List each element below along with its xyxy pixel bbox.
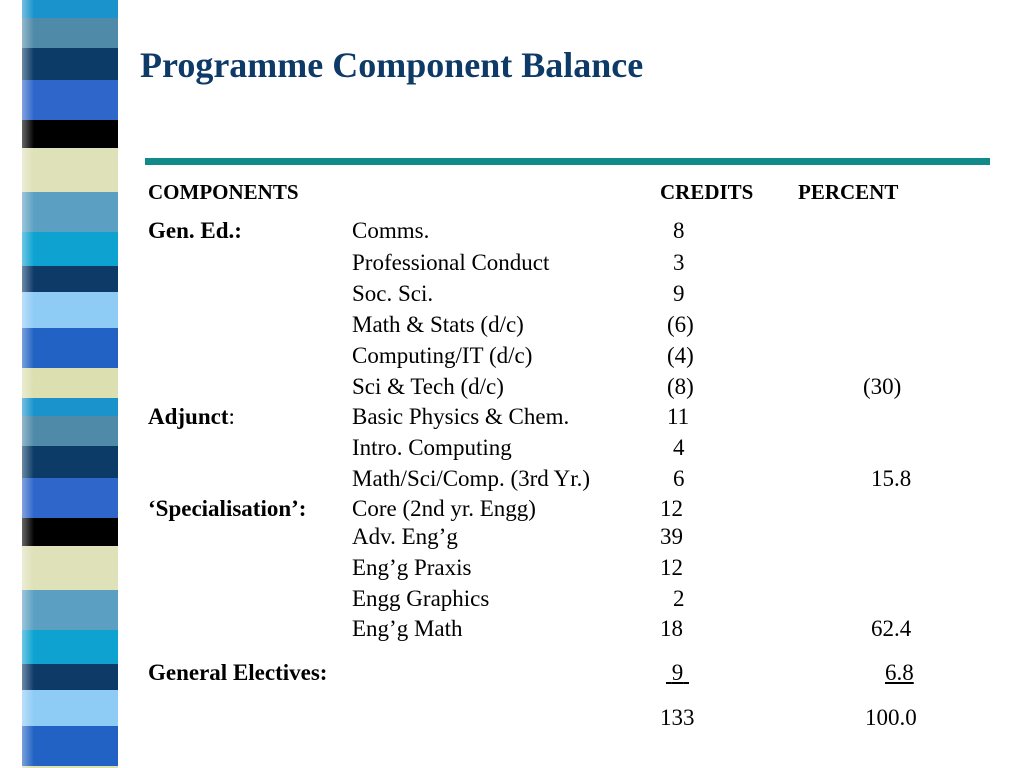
- credits-value: (6): [667, 312, 694, 337]
- percent-value: 15.8: [871, 466, 912, 491]
- component-name: Comms.: [352, 218, 430, 243]
- electives-percent: 6.8: [885, 660, 914, 685]
- component-name: Soc. Sci.: [352, 281, 434, 306]
- stripe-fade: [0, 0, 118, 768]
- header-credits: CREDITS: [660, 180, 754, 204]
- component-name: Basic Physics & Chem.: [352, 404, 570, 429]
- credits-value: 12: [660, 496, 683, 521]
- group-general-electives: General Electives:: [148, 660, 328, 685]
- credits-value: 18: [660, 616, 683, 641]
- group-specialisation: ‘Specialisation’:: [148, 496, 307, 521]
- electives-credits: 9: [671, 660, 684, 685]
- credits-value: 2: [673, 586, 685, 611]
- component-name: Adv. Eng’g: [352, 524, 458, 549]
- page-title: Programme Component Balance: [140, 45, 644, 85]
- component-name: Core (2nd yr. Engg): [352, 496, 536, 521]
- component-name: Computing/IT (d/c): [352, 343, 533, 368]
- component-name: Engg Graphics: [352, 586, 490, 611]
- percent-value: (30): [863, 374, 902, 399]
- credits-value: 3: [673, 250, 685, 275]
- header-components: COMPONENTS: [148, 180, 299, 204]
- component-name: Professional Conduct: [352, 250, 550, 275]
- component-name: Math & Stats (d/c): [352, 312, 524, 337]
- credits-value: (4): [667, 343, 694, 368]
- credits-value: 12: [660, 555, 683, 580]
- total-percent: 100.0: [865, 705, 917, 730]
- group-gen-ed: Gen. Ed.:: [148, 218, 242, 243]
- credits-value: 39: [660, 524, 683, 549]
- group-adjunct: Adjunct:: [148, 404, 235, 429]
- component-name: Math/Sci/Comp. (3rd Yr.): [352, 466, 591, 491]
- header-percent: PERCENT: [798, 180, 899, 204]
- credits-value: 9: [673, 281, 685, 306]
- credits-value: 8: [673, 218, 685, 243]
- credits-value: 4: [673, 435, 685, 460]
- percent-value: 62.4: [871, 616, 912, 641]
- credits-value: (8): [667, 374, 694, 399]
- component-name: Sci & Tech (d/c): [352, 374, 504, 399]
- component-name: Eng’g Praxis: [352, 555, 472, 580]
- total-credits: 133: [660, 705, 695, 730]
- component-name: Intro. Computing: [352, 435, 512, 460]
- component-name: Eng’g Math: [352, 616, 463, 641]
- credits-value: 6: [673, 466, 685, 491]
- credits-value: 11: [667, 404, 690, 429]
- header-rule: [145, 158, 990, 165]
